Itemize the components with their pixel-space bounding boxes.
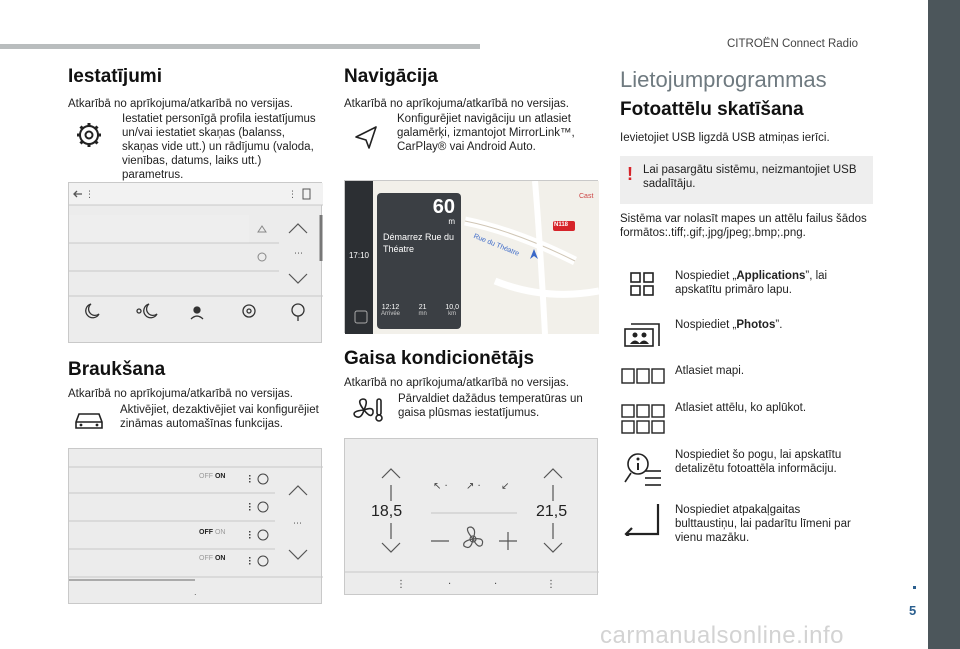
- apps-grid-icon: [630, 272, 654, 296]
- step-photo-info: Nospiediet šo pogu, lai apskatītu detalizētu fotoattēla informāciju.: [675, 449, 842, 475]
- warning-icon: !: [627, 164, 633, 184]
- toggle-4[interactable]: OFF ON: [199, 555, 226, 562]
- watermark: carmanualsonline.info: [600, 622, 844, 649]
- svg-text:↙: ↙: [501, 481, 510, 492]
- nav-stat-minutes: 21 mn: [418, 304, 427, 317]
- step-back: Nospiediet atpakaļgaitas bulttaustiņu, lai padarītu līmeni par vienu mazāku.: [675, 504, 851, 544]
- nav-distance-unit: m: [448, 217, 455, 226]
- driving-title: Braukšana: [68, 359, 166, 380]
- usb-warning: [620, 156, 873, 204]
- svg-text:·: ·: [448, 579, 452, 590]
- driving-description: Aktivējiet, dezaktivējiet vai konfigurējiet zināmas automašīnas funkcijas.: [120, 404, 319, 430]
- settings-screen-illustration: [69, 183, 323, 344]
- car-icon: [72, 408, 106, 432]
- svg-text:·: ·: [494, 579, 498, 590]
- settings-description: Iestatiet personīgā profila iestatījumus un/vai iestatiet skaņas (balanss, skaņas vide utt.) un rādījumu (valoda, vienības, datums, laiks utt.) parametrus.: [122, 113, 316, 181]
- photos-icon: [623, 320, 661, 348]
- map-place: Cast: [579, 193, 594, 200]
- toggle-1[interactable]: OFF ON: [199, 473, 226, 480]
- top-rule: [0, 44, 480, 49]
- temp-left[interactable]: 18,5: [371, 503, 403, 520]
- folders-icon: [621, 367, 665, 385]
- nav-stat-km: 10,0 km: [445, 304, 459, 317]
- settings-screen: [68, 182, 322, 343]
- page-edge-band: [928, 0, 960, 649]
- climate-screen: [344, 438, 598, 595]
- navigation-arrow-icon: [352, 124, 380, 150]
- images-grid-icon: [621, 403, 665, 435]
- step-image: Atlasiet attēlu, ko aplūkot.: [675, 402, 807, 414]
- page-number: 5: [909, 603, 917, 618]
- nav-clock: 17:10: [348, 251, 370, 260]
- navigation-title: Navigācija: [344, 66, 438, 87]
- climate-note: Atkarībā no aprīkojuma/atkarībā no versijas.: [344, 377, 570, 389]
- svg-text:⋮: ⋮: [396, 579, 406, 590]
- warning-text: Lai pasargātu sistēmu, neizmantojiet USB sadalītāju.: [643, 164, 857, 190]
- settings-title: Iestatījumi: [68, 66, 162, 87]
- svg-text:⋯: ⋯: [293, 519, 302, 529]
- apps-title: Lietojumprogrammas: [620, 67, 827, 92]
- nav-guidance-panel: [377, 193, 461, 329]
- climate-description: Pārvaldiet dažādus temperatūras un gaisa plūsmas iestatījumus.: [398, 393, 583, 419]
- driving-row-info-icons: [247, 471, 271, 571]
- step-applications: Nospiediet „Applications”, lai apskatītu primāro lapu.: [675, 270, 828, 296]
- apps-intro: Ievietojiet USB ligzdā USB atmiņas ierīci.: [620, 132, 830, 144]
- svg-text:⋮: ⋮: [546, 579, 556, 590]
- back-arrow-icon: [622, 502, 662, 536]
- navigation-note: Atkarībā no aprīkojuma/atkarībā no versijas.: [344, 98, 570, 110]
- toggle-3[interactable]: OFF ON: [199, 529, 226, 536]
- driving-note: Atkarībā no aprīkojuma/atkarībā no versijas.: [68, 388, 294, 400]
- navigation-description: Konfigurējiet navigāciju un atlasiet galamērķi, izmantojot MirrorLink™, CarPlay® vai Android Auto.: [397, 113, 575, 153]
- brand-header: CITROËN Connect Radio: [727, 38, 859, 50]
- nav-street: Démarrez Rue du Théatre: [383, 232, 455, 254]
- continuation-dot: [913, 586, 916, 589]
- settings-note: Atkarībā no aprīkojuma/atkarībā no versijas.: [68, 98, 294, 110]
- driving-screen-illustration: [69, 449, 323, 605]
- photo-info-icon: [623, 449, 663, 489]
- road-badge: N118: [554, 222, 569, 228]
- svg-text:↖ ·: ↖ ·: [433, 481, 448, 492]
- svg-text:.: .: [194, 588, 197, 597]
- svg-text:⋮: ⋮: [288, 190, 297, 200]
- svg-text:⋯: ⋯: [294, 249, 303, 259]
- nav-stats: [381, 304, 459, 317]
- settings-gear-icon: [75, 121, 103, 149]
- step-photos: Nospiediet „Photos”.: [675, 319, 783, 331]
- climate-title: Gaisa kondicionētājs: [344, 348, 535, 369]
- svg-text:⋮: ⋮: [85, 190, 94, 200]
- temp-right[interactable]: 21,5: [536, 503, 568, 520]
- climate-fan-thermometer-icon: [351, 396, 385, 424]
- step-folder: Atlasiet mapi.: [675, 365, 745, 377]
- nav-distance: 60: [432, 196, 455, 218]
- nav-stat-arrival: 12:12 Arrivée: [381, 304, 401, 317]
- driving-screen: [68, 448, 322, 604]
- navigation-screen: [344, 180, 598, 333]
- svg-text:↗ ·: ↗ ·: [466, 481, 481, 492]
- apps-subtitle: Fotoattēlu skatīšana: [620, 99, 804, 120]
- map-road-label: Rue du Théatre: [472, 233, 520, 258]
- apps-formats: Sistēma var nolasīt mapes un attēlu failus šādos formātos:.tiff;.gif;.jpg/jpeg;.bmp;.png.: [620, 213, 867, 239]
